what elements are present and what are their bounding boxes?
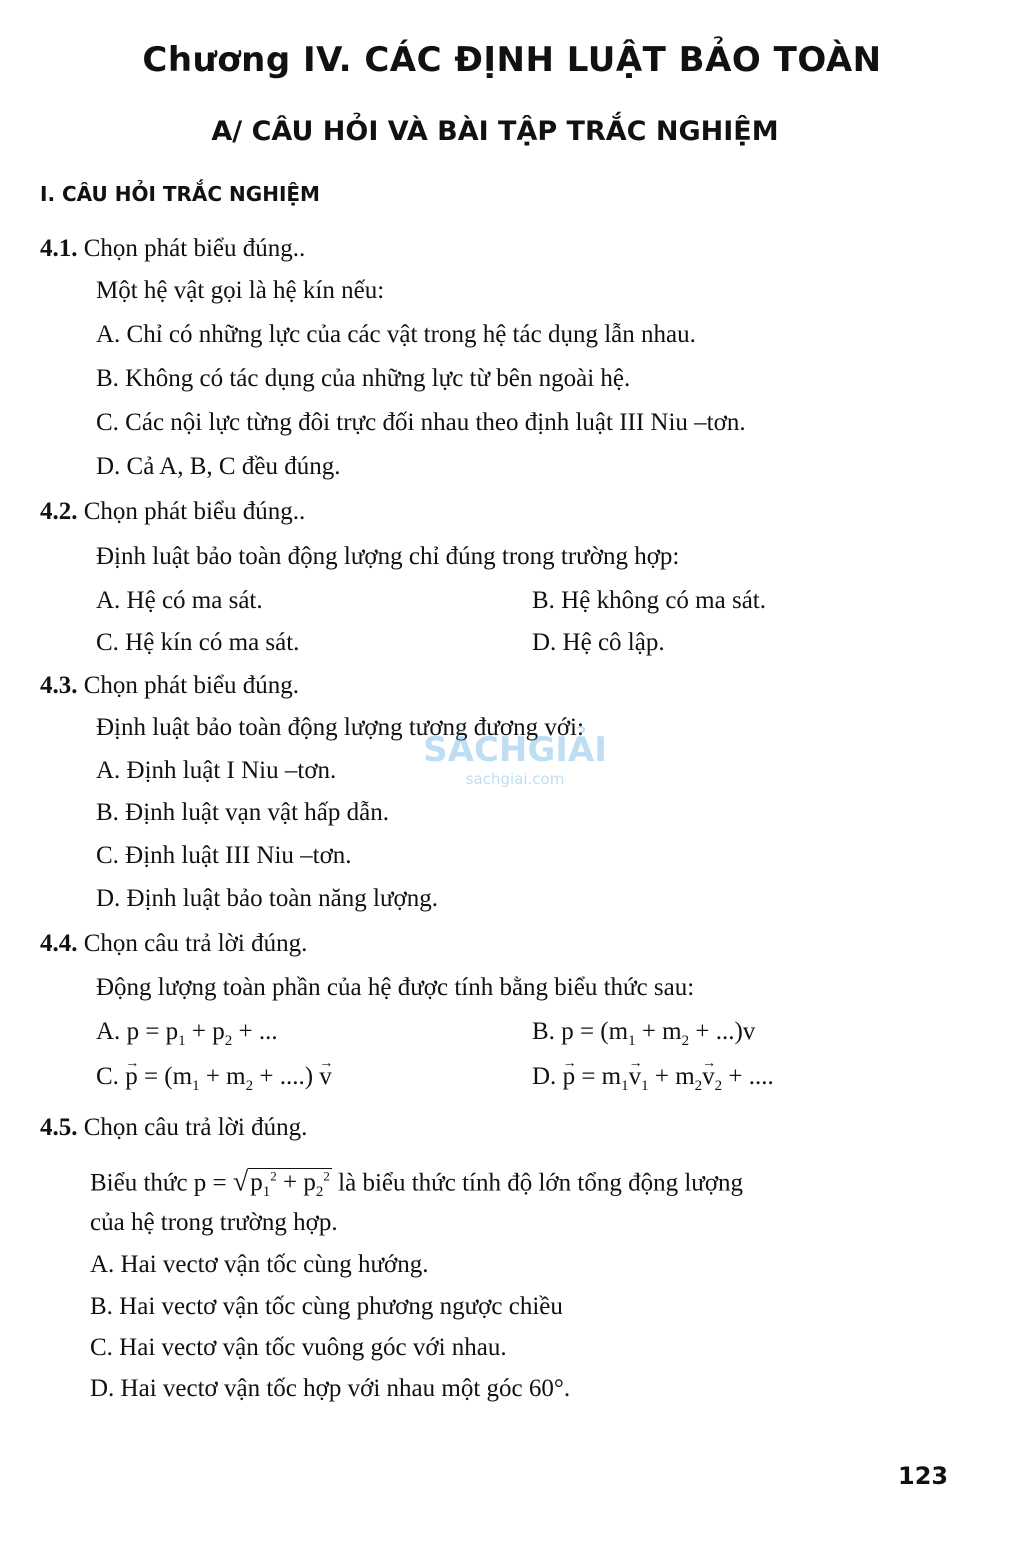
question-4-4-option-b: B. $p = (m_1 + m_2 + ...)v$ <box>532 1018 756 1049</box>
question-number: 4.3. <box>40 672 78 699</box>
question-4-2-option-c: C. Hệ kín có ma sát. <box>96 629 300 656</box>
question-number: 4.2. <box>40 498 78 525</box>
question-4-1-option-d: D. Cả A, B, C đều đúng. <box>96 453 341 480</box>
watermark-logo: SÁCHGIẢI <box>423 730 607 770</box>
question-number: 4.4. <box>40 930 78 957</box>
question-4-5-header <box>40 1113 307 1143</box>
question-4-1-option-c: C. Các nội lực từng đôi trực đối nhau theo định luật III Niu –tơn. <box>96 409 746 436</box>
question-4-1-option-b: B. Không có tác dụng của những lực từ bên ngoài hệ. <box>96 365 631 392</box>
question-4-4-option-c: C. → $p = (m_1 + m_2$ + ....) → v <box>96 1062 332 1101</box>
question-4-2-option-b: B. Hệ không có ma sát. <box>532 587 766 614</box>
subsection-title: I. CÂU HỎI TRẮC NGHIỆM <box>40 182 320 206</box>
question-4-3-header <box>40 671 299 701</box>
question-4-5-option-c: C. Hai vectơ vận tốc vuông góc với nhau. <box>90 1334 507 1361</box>
page-number: 123 <box>898 1462 949 1490</box>
stem-text: là biểu thức tính độ lớn tổng động lượng <box>338 1169 744 1197</box>
question-4-5-stem <box>90 1162 743 1207</box>
question-4-4-option-d: D. → $p = m_1\to v_1 + m_2\to v_2$ + .... <box>532 1062 774 1101</box>
question-4-3-stem: Định luật bảo toàn động lượng tương đương với: <box>96 714 584 741</box>
question-prompt: Chọn phát biểu đúng. <box>83 672 300 699</box>
question-4-3-option-a: A. Định luật I Niu –tơn. <box>96 757 337 784</box>
question-4-1-option-a: A. Chỉ có những lực của các vật trong hệ tác dụng lẫn nhau. <box>96 321 696 348</box>
chapter-title: Chương IV. CÁC ĐỊNH LUẬT BẢO TOÀN <box>142 40 882 80</box>
watermark <box>400 730 630 820</box>
question-prompt: Chọn câu trả lời đúng. <box>83 1114 308 1141</box>
question-4-2-option-a: A. Hệ có ma sát. <box>96 587 263 614</box>
question-prompt: Chọn phát biểu đúng.. <box>83 498 306 525</box>
question-4-2-header <box>40 497 305 527</box>
question-4-4-header <box>40 929 307 959</box>
question-4-1-stem: Một hệ vật gọi là hệ kín nếu: <box>96 277 385 304</box>
question-4-5-option-d: D. Hai vectơ vận tốc hợp với nhau một góc 60°. <box>90 1375 571 1402</box>
question-4-1-header <box>40 234 305 264</box>
question-4-5-option-a: A. Hai vectơ vận tốc cùng hướng. <box>90 1251 429 1278</box>
question-4-5-option-b: B. Hai vectơ vận tốc cùng phương ngược chiều <box>90 1293 563 1320</box>
option-label: D. <box>532 1063 557 1090</box>
stem-text: Biểu thức p = <box>90 1169 227 1197</box>
question-4-3-option-b: B. Định luật vạn vật hấp dẫn. <box>96 799 389 826</box>
question-4-4-option-a: A. $p = p_1 + p_2$ + ... <box>96 1018 278 1049</box>
sqrt-formula: $√p_1^2 + p_2^2$ <box>232 1166 330 1201</box>
question-number: 4.5. <box>40 1114 78 1141</box>
question-prompt: Chọn câu trả lời đúng. <box>83 930 308 957</box>
question-4-2-option-d: D. Hệ cô lập. <box>532 629 665 656</box>
question-4-2-stem: Định luật bảo toàn động lượng chỉ đúng trong trường hợp: <box>96 543 680 570</box>
option-label: C. <box>96 1063 119 1090</box>
section-title: A/ CÂU HỎI VÀ BÀI TẬP TRẮC NGHIỆM <box>211 116 779 147</box>
option-label: A. <box>96 1018 121 1045</box>
watermark-url: sachgiai.com <box>465 770 565 788</box>
question-prompt: Chọn phát biểu đúng.. <box>83 235 306 262</box>
question-4-4-stem: Động lượng toàn phần của hệ được tính bằng biểu thức sau: <box>96 974 695 1001</box>
question-4-3-option-d: D. Định luật bảo toàn năng lượng. <box>96 885 438 912</box>
question-4-3-option-c: C. Định luật III Niu –tơn. <box>96 842 352 869</box>
question-number: 4.1. <box>40 235 78 262</box>
question-4-5-stem-line2: của hệ trong trường hợp. <box>90 1209 338 1236</box>
option-label: B. <box>532 1018 555 1045</box>
